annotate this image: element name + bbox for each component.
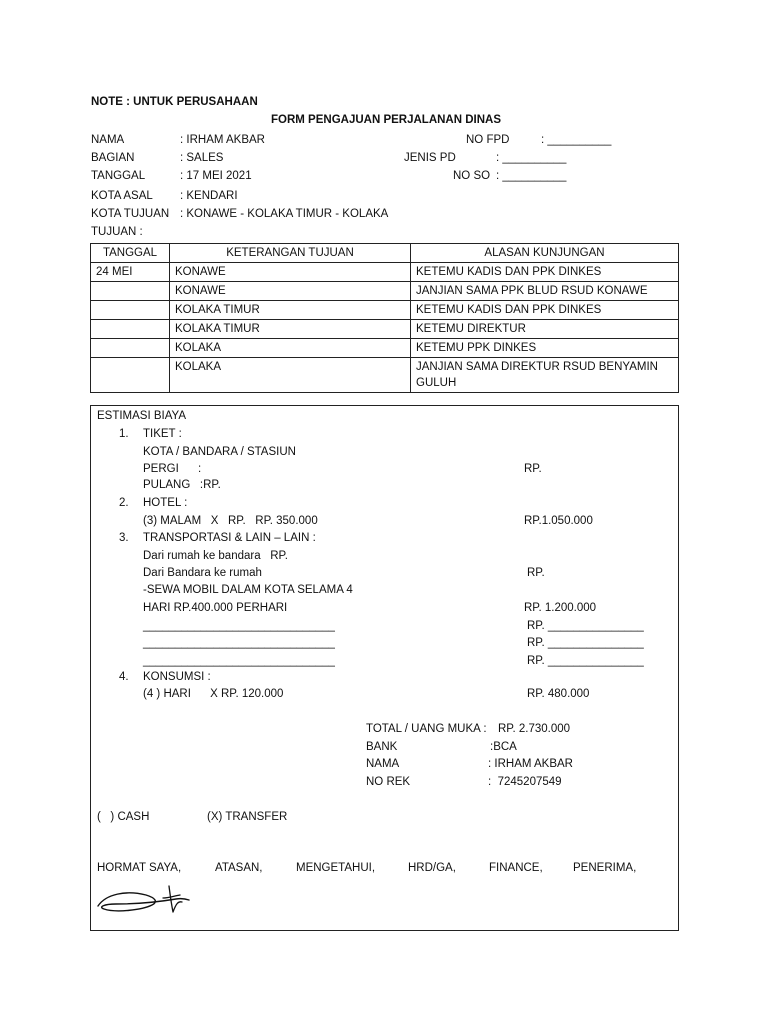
signature-penerima: PENERIMA,: [573, 862, 637, 874]
table-cell: 24 MEI: [91, 263, 170, 282]
blank-line: ______________________________: [143, 620, 335, 632]
table-cell: KOLAKA: [170, 339, 411, 358]
bagian-value: : SALES: [180, 152, 224, 164]
nama-value: : IRHAM AKBAR: [180, 134, 265, 146]
norek-label: NO REK: [366, 776, 411, 788]
table-cell: [91, 301, 170, 320]
tujuan-table: [90, 243, 679, 393]
signature-finance: FINANCE,: [489, 862, 543, 874]
jenis-pd-value: : __________: [496, 152, 567, 164]
table-cell: KETEMU DIREKTUR: [411, 320, 679, 339]
blank-amount: RP. _______________: [527, 655, 644, 667]
hotel-detail: (3) MALAM X RP. RP. 350.000: [143, 515, 318, 527]
transport-sewa-mobil-rate: HARI RP.400.000 PERHARI: [143, 602, 288, 614]
signature-hrd-ga: HRD/GA,: [408, 862, 456, 874]
tiket-kota: KOTA / BANDARA / STASIUN: [143, 446, 296, 458]
total-label: TOTAL / UANG MUKA :: [366, 723, 487, 735]
table-cell: KOLAKA TIMUR: [170, 301, 411, 320]
norek-value: : 7245207549: [488, 776, 562, 788]
tiket-number: 1.: [119, 428, 129, 440]
table-header-row: [91, 244, 679, 263]
hotel-label: HOTEL :: [143, 497, 188, 509]
column-header: ALASAN KUNJUNGAN: [411, 244, 679, 263]
signature-hormat-saya: HORMAT SAYA,: [97, 862, 182, 874]
table-cell: [91, 282, 170, 301]
table-cell: KOLAKA: [170, 358, 411, 393]
transfer-option: (X) TRANSFER: [207, 811, 288, 823]
transport-label: TRANSPORTASI & LAIN – LAIN :: [143, 532, 316, 544]
transport-from-airport-amount: RP.: [527, 567, 545, 579]
table-row: [91, 301, 679, 320]
nama-label: NAMA: [91, 134, 125, 146]
table-cell: KETEMU KADIS DAN PPK DINKES: [411, 301, 679, 320]
konsumsi-detail: (4 ) HARI X RP. 120.000: [143, 688, 284, 700]
kota-asal-value: : KENDARI: [180, 190, 238, 202]
table-row: [91, 263, 679, 282]
tiket-pulang: PULANG :RP.: [143, 479, 221, 491]
column-header: TANGGAL: [91, 244, 170, 263]
noso-value: : __________: [496, 170, 567, 182]
kota-tujuan-label: KOTA TUJUAN: [91, 208, 170, 220]
tujuan-label: TUJUAN :: [91, 226, 143, 238]
estimasi-title: ESTIMASI BIAYA: [97, 410, 187, 422]
table-cell: KONAWE: [170, 263, 411, 282]
konsumsi-amount: RP. 480.000: [527, 688, 590, 700]
cash-option: ( ) CASH: [97, 811, 150, 823]
nofpd-value: : __________: [541, 134, 612, 146]
table-cell: JANJIAN SAMA DIREKTUR RSUD BENYAMIN GULUH: [411, 358, 679, 393]
blank-amount: RP. _______________: [527, 620, 644, 632]
note-heading: NOTE : UNTUK PERUSAHAAN: [91, 96, 258, 108]
table-cell: [91, 320, 170, 339]
bagian-label: BAGIAN: [91, 152, 135, 164]
table-row: [91, 339, 679, 358]
tanggal-value: : 17 MEI 2021: [180, 170, 252, 182]
signature-mengetahui: MENGETAHUI,: [296, 862, 376, 874]
nofpd-label: NO FPD: [466, 134, 510, 146]
table-cell: [91, 339, 170, 358]
signature-atasan: ATASAN,: [215, 862, 263, 874]
bank-value: :BCA: [490, 741, 517, 753]
table-cell: KOLAKA TIMUR: [170, 320, 411, 339]
blank-line: ______________________________: [143, 637, 335, 649]
tiket-pergi-amount: RP.: [524, 463, 542, 475]
kota-tujuan-value: : KONAWE - KOLAKA TIMUR - KOLAKA: [180, 208, 389, 220]
tanggal-label: TANGGAL: [91, 170, 146, 182]
blank-amount: RP. _______________: [527, 637, 644, 649]
blank-line: ______________________________: [143, 655, 335, 667]
konsumsi-number: 4.: [119, 671, 129, 683]
konsumsi-label: KONSUMSI :: [143, 671, 211, 683]
hotel-amount: RP.1.050.000: [524, 515, 593, 527]
transport-sewa-mobil: -SEWA MOBIL DALAM KOTA SELAMA 4: [143, 584, 353, 596]
table-cell: KETEMU KADIS DAN PPK DINKES: [411, 263, 679, 282]
bank-label: BANK: [366, 741, 398, 753]
table-row: [91, 282, 679, 301]
handwritten-signature: [96, 880, 192, 920]
transport-number: 3.: [119, 532, 129, 544]
kota-asal-label: KOTA ASAL: [91, 190, 153, 202]
tiket-label: TIKET :: [143, 428, 182, 440]
rekening-nama-label: NAMA: [366, 758, 400, 770]
table-row: [91, 320, 679, 339]
form-title: FORM PENGAJUAN PERJALANAN DINAS: [271, 114, 502, 126]
table-cell: [91, 358, 170, 393]
table-cell: JANJIAN SAMA PPK BLUD RSUD KONAWE: [411, 282, 679, 301]
table-cell: KETEMU PPK DINKES: [411, 339, 679, 358]
total-value: RP. 2.730.000: [498, 723, 571, 735]
transport-from-airport: Dari Bandara ke rumah: [143, 567, 262, 579]
noso-label: NO SO: [453, 170, 491, 182]
table-row: [91, 358, 679, 393]
column-header: KETERANGAN TUJUAN: [170, 244, 411, 263]
jenis-pd-label: JENIS PD: [404, 152, 456, 164]
hotel-number: 2.: [119, 497, 129, 509]
transport-sewa-mobil-amount: RP. 1.200.000: [524, 602, 597, 614]
rekening-nama-value: : IRHAM AKBAR: [488, 758, 573, 770]
table-cell: KONAWE: [170, 282, 411, 301]
tiket-pergi: PERGI :: [143, 463, 202, 475]
transport-to-airport: Dari rumah ke bandara RP.: [143, 550, 288, 562]
